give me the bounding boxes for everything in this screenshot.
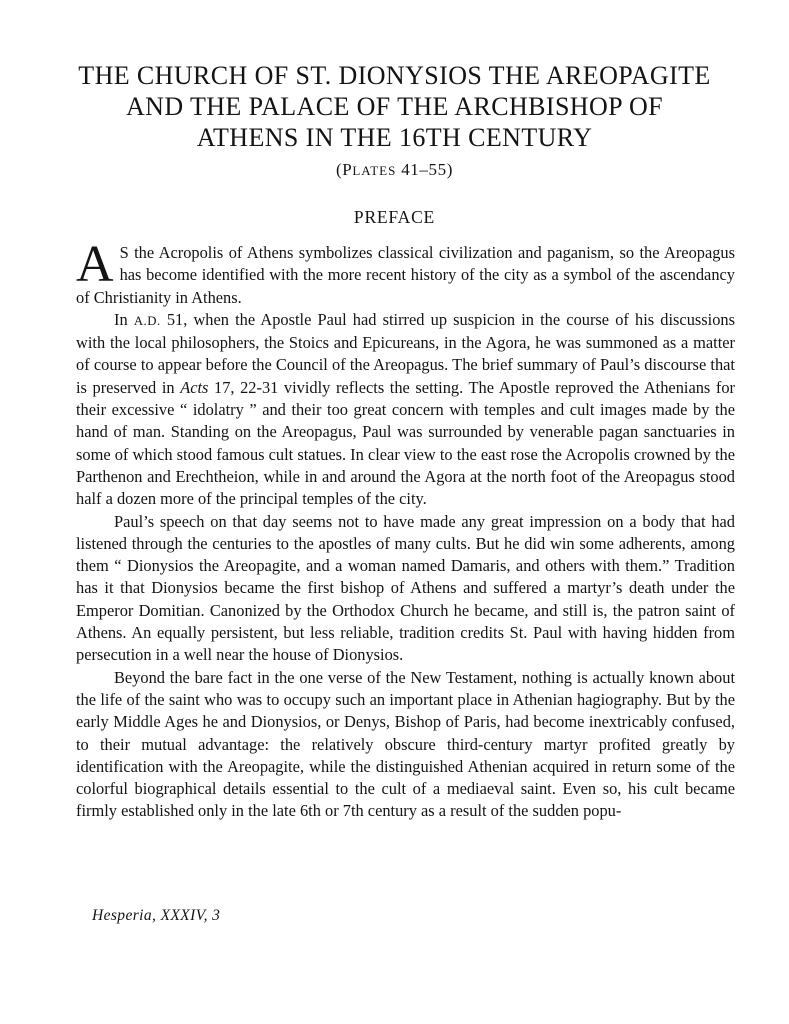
paragraph-2-text-a: 51, when the Apostle Paul had stirred up suspicion in the course of his discussions with the local philosophers, the Stoics and Epicureans, in the Agora, he was summoned as a matter of course to appear before the Council of the Areopagus. The brief summary of Paul’s discourse that is preserved in: [76, 309, 735, 397]
paragraph-2-text-b: 17, 22-31 vividly reflects the setting. The Apostle reproved the Athenians for their excessive “ idolatry ” and their too great concern with temples and cult images made by the hand of man. Standing on the Areopagus, Paul was surrounded by venerable pagan sanctuaries in some of which stood famous cult statues. In clear view to the east rose the Acropolis crowned by the Parthenon and Erechtheion, while in and around the Agora at the north foot of the Areopagus stood half a dozen more of the principal temples of the city.: [76, 377, 736, 509]
acts-citation: Acts: [180, 377, 209, 397]
plates-range: 41–55): [396, 160, 453, 179]
article-title: [40, 60, 749, 153]
paragraph-1-text: S the Acropolis of Athens symbolizes classical civilization and paganism, so the Areopagus has become identified with the more recent history of the city as a symbol of the ascendancy of Christianity in Athens.: [76, 243, 735, 307]
plates-reference: [0, 160, 789, 181]
era-abbreviation: A.D.: [133, 313, 161, 328]
plates-first-letter: P: [342, 160, 353, 179]
title-line-3: ATHENS IN THE 16TH CENTURY: [196, 123, 593, 152]
paragraph-2: [76, 309, 735, 511]
paragraph-4: Beyond the bare fact in the one verse of the New Testament, nothing is actually known about the life of the saint who was to occupy such an important place in Athenian hagiography. But by the early Middle Ages he and Dionysios, or Denys, Bishop of Paris, had become inextricably confused, to their mutual advantage: the relatively obscure third-century martyr profited greatly by identification with the Areopagite, while the distinguished Athenian acquired in return some of the colorful biographical details essential to the cult of a mediaeval saint. Even so, his cult became firmly established only in the late 6th or 7th century as a result of the sudden popu-: [76, 667, 735, 821]
journal-footer: Hesperia, XXXIV, 3: [92, 907, 221, 924]
title-line-1: THE CHURCH OF ST. DIONYSIOS THE AREOPAGITE: [78, 61, 711, 90]
plates-small-caps: LATES: [352, 163, 397, 178]
paragraph-1: [76, 236, 735, 309]
paragraph-2-lead: In: [114, 309, 134, 329]
title-line-2: AND THE PALACE OF THE ARCHBISHOP OF: [126, 92, 663, 121]
drop-cap: A: [76, 236, 114, 293]
preface-heading: PREFACE: [353, 207, 436, 227]
paragraph-3: Paul’s speech on that day seems not to have made any great impression on a body that had listened through the centuries to the apostles of many cults. But he did win some adherents, among them “ Dionysios the Areopagite, and a woman named Damaris, and others with them.” Tradition has it that Dionysios became the first bishop of Athens and suffered a martyr’s death under the Emperor Domitian. Canonized by the Orthodox Church he became, and still is, the patron saint of Athens. An equally persistent, but less reliable, tradition credits St. Paul with having hidden from persecution in a well near the house of Dionysios.: [76, 511, 735, 665]
plates-open-paren: (: [336, 160, 343, 179]
body-text: [76, 236, 736, 823]
